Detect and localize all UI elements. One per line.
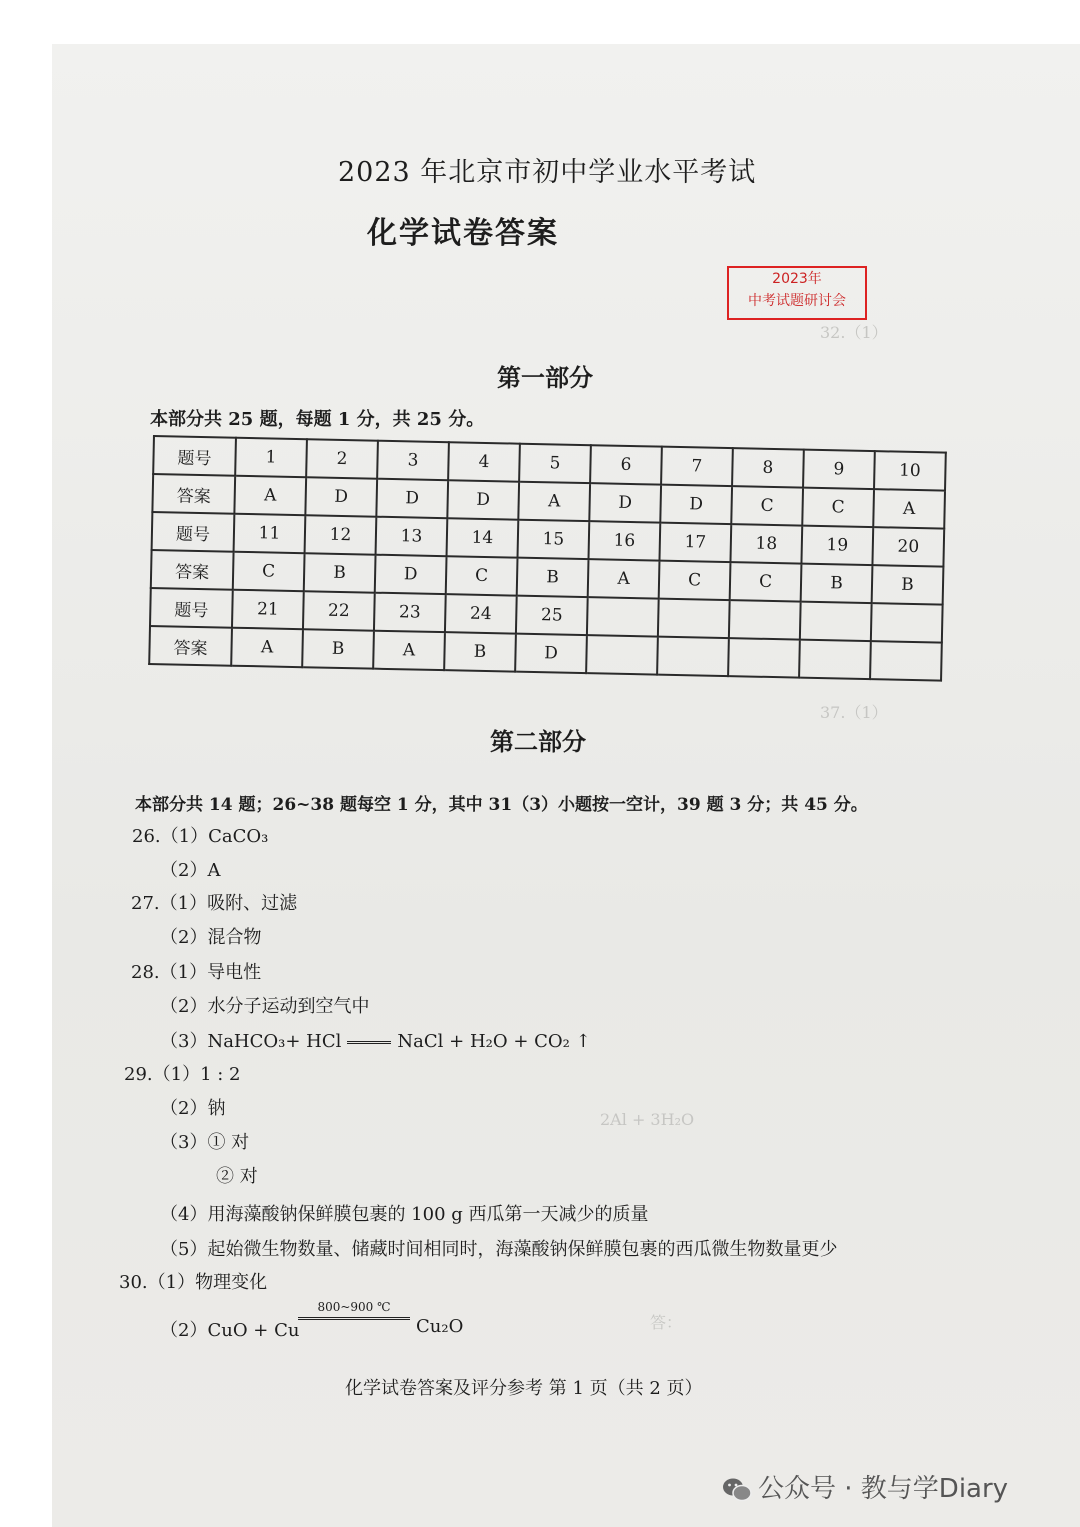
question-number-cell: 15 bbox=[518, 520, 590, 559]
question-number-cell bbox=[800, 602, 872, 641]
part2-heading: 第二部分 bbox=[490, 727, 586, 756]
bleed-through-text: 32.（1） bbox=[820, 323, 888, 342]
question-number-cell: 17 bbox=[659, 523, 731, 562]
answer-cell: C bbox=[730, 562, 802, 601]
answer-cell: D bbox=[515, 634, 587, 673]
answer-cell: D bbox=[375, 555, 447, 594]
exam-title: 2023 年北京市初中学业水平考试 bbox=[338, 157, 757, 188]
answer-29-5: （5）起始微生物数量、储藏时间相同时，海藻酸钠保鲜膜包裹的西瓜微生物数量更少 bbox=[160, 1239, 838, 1260]
answer-27-2: （2）混合物 bbox=[160, 927, 262, 948]
answer-cell bbox=[657, 637, 729, 676]
bleed-through-text: 答： bbox=[650, 1313, 683, 1332]
answer-cell: B bbox=[801, 564, 873, 603]
answer-cell: C bbox=[731, 486, 803, 525]
answer-29-4: （4）用海藻酸钠保鲜膜包裹的 100 g 西瓜第一天减少的质量 bbox=[160, 1204, 649, 1225]
row-label-answer: 答案 bbox=[152, 474, 235, 514]
question-number-cell: 12 bbox=[305, 515, 377, 554]
watermark bbox=[722, 1468, 1008, 1505]
answer-30-2-lhs: （2）CuO + Cu bbox=[160, 1320, 300, 1341]
answer-cell: A bbox=[873, 489, 945, 528]
question-number-cell: 5 bbox=[519, 444, 591, 483]
answer-26-1: 26.（1）CaCO₃ bbox=[132, 826, 269, 847]
part1-instructions: 本部分共 25 题，每题 1 分，共 25 分。 bbox=[150, 409, 485, 430]
answer-cell: A bbox=[234, 476, 306, 515]
page-footer: 化学试卷答案及评分参考 第 1 页（共 2 页） bbox=[345, 1378, 703, 1399]
question-number-cell: 6 bbox=[590, 445, 662, 484]
equation-rhs: NaCl + H₂O + CO₂ ↑ bbox=[397, 1031, 591, 1052]
answer-cell: B bbox=[302, 629, 374, 668]
row-label-question: 题号 bbox=[150, 588, 233, 628]
equation-lhs: （3）NaHCO₃+ HCl bbox=[160, 1031, 342, 1052]
question-number-cell bbox=[729, 600, 801, 639]
answer-cell: A bbox=[518, 482, 590, 521]
answer-27-1: 27.（1）吸附、过滤 bbox=[131, 893, 298, 914]
answer-cell: D bbox=[589, 483, 661, 522]
question-number-cell: 25 bbox=[516, 596, 588, 635]
answer-cell: D bbox=[376, 479, 448, 518]
answer-cell bbox=[799, 640, 871, 679]
question-number-cell bbox=[658, 599, 730, 638]
question-number-cell: 7 bbox=[661, 447, 733, 486]
question-number-cell: 19 bbox=[801, 526, 873, 565]
paper-sheet bbox=[52, 44, 1080, 1527]
answer-cell: A bbox=[231, 628, 303, 667]
answer-28-2: （2）水分子运动到空气中 bbox=[160, 996, 370, 1017]
question-number-cell: 10 bbox=[874, 451, 946, 490]
answer-28-1: 28.（1）导电性 bbox=[131, 962, 262, 983]
question-number-cell: 1 bbox=[235, 438, 307, 477]
answer-29-3a: （3）① 对 bbox=[160, 1132, 250, 1153]
answer-30-2-rhs: Cu₂O bbox=[416, 1316, 464, 1337]
answer-cell: D bbox=[447, 480, 519, 519]
question-number-cell: 23 bbox=[374, 593, 446, 632]
answer-29-2: （2）钠 bbox=[160, 1098, 226, 1119]
answer-28-3 bbox=[160, 1027, 591, 1053]
exam-subtitle: 化学试卷答案 bbox=[367, 216, 559, 251]
question-number-cell: 18 bbox=[730, 524, 802, 563]
question-number-cell: 16 bbox=[588, 521, 660, 560]
answer-cell bbox=[870, 641, 942, 680]
question-number-cell: 4 bbox=[448, 442, 520, 481]
answer-cell: B bbox=[304, 553, 376, 592]
row-label-question: 题号 bbox=[153, 436, 236, 476]
question-number-cell: 13 bbox=[376, 517, 448, 556]
question-number-cell: 24 bbox=[445, 594, 517, 633]
answer-cell: C bbox=[659, 561, 731, 600]
row-label-answer: 答案 bbox=[151, 550, 234, 590]
answer-cell: B bbox=[872, 565, 944, 604]
answer-cell: D bbox=[660, 485, 732, 524]
question-number-cell: 22 bbox=[303, 591, 375, 630]
part2-instructions: 本部分共 14 题；26~38 题每空 1 分，其中 31（3）小题按一空计，39 题 3 分；共 45 分。 bbox=[135, 795, 868, 815]
question-number-cell: 3 bbox=[377, 441, 449, 480]
equals-sign bbox=[347, 1041, 391, 1044]
answer-30-1: 30.（1）物理变化 bbox=[119, 1272, 268, 1293]
wechat-icon bbox=[722, 1477, 752, 1503]
answer-cell: B bbox=[517, 558, 589, 597]
question-number-cell: 9 bbox=[803, 450, 875, 489]
question-number-cell bbox=[587, 597, 659, 636]
answer-cell: B bbox=[444, 632, 516, 671]
answer-cell: A bbox=[373, 631, 445, 670]
answer-cell: D bbox=[305, 477, 377, 516]
reaction-condition: 800~900 ℃ bbox=[298, 1300, 410, 1320]
question-number-cell: 2 bbox=[306, 439, 378, 478]
answer-cell: C bbox=[802, 488, 874, 527]
question-number-cell: 21 bbox=[232, 590, 304, 629]
answer-cell: C bbox=[233, 552, 305, 591]
answer-29-3b: ② 对 bbox=[216, 1166, 258, 1187]
question-number-cell bbox=[871, 603, 943, 642]
answer-table bbox=[148, 435, 947, 682]
question-number-cell: 20 bbox=[872, 527, 944, 566]
question-number-cell: 8 bbox=[732, 448, 804, 487]
answer-cell: C bbox=[446, 556, 518, 595]
bleed-through-text: 37.（1） bbox=[820, 703, 888, 722]
answer-cell bbox=[586, 635, 658, 674]
red-stamp bbox=[727, 266, 867, 320]
part1-heading: 第一部分 bbox=[497, 363, 593, 392]
row-label-question: 题号 bbox=[152, 512, 235, 552]
bleed-through-text: 2Al + 3H₂O bbox=[600, 1110, 695, 1129]
answer-29-1: 29.（1）1 : 2 bbox=[124, 1064, 241, 1085]
stamp-line-1: 2023年 bbox=[772, 271, 822, 287]
row-label-answer: 答案 bbox=[149, 626, 232, 666]
answer-cell: A bbox=[588, 559, 660, 598]
answer-cell bbox=[728, 638, 800, 677]
answer-26-2: （2）A bbox=[160, 860, 221, 881]
stamp-line-2: 中考试题研讨会 bbox=[748, 293, 846, 309]
question-number-cell: 11 bbox=[234, 514, 306, 553]
question-number-cell: 14 bbox=[447, 518, 519, 557]
watermark-text: 公众号 · 教与学Diary bbox=[758, 1474, 1009, 1504]
